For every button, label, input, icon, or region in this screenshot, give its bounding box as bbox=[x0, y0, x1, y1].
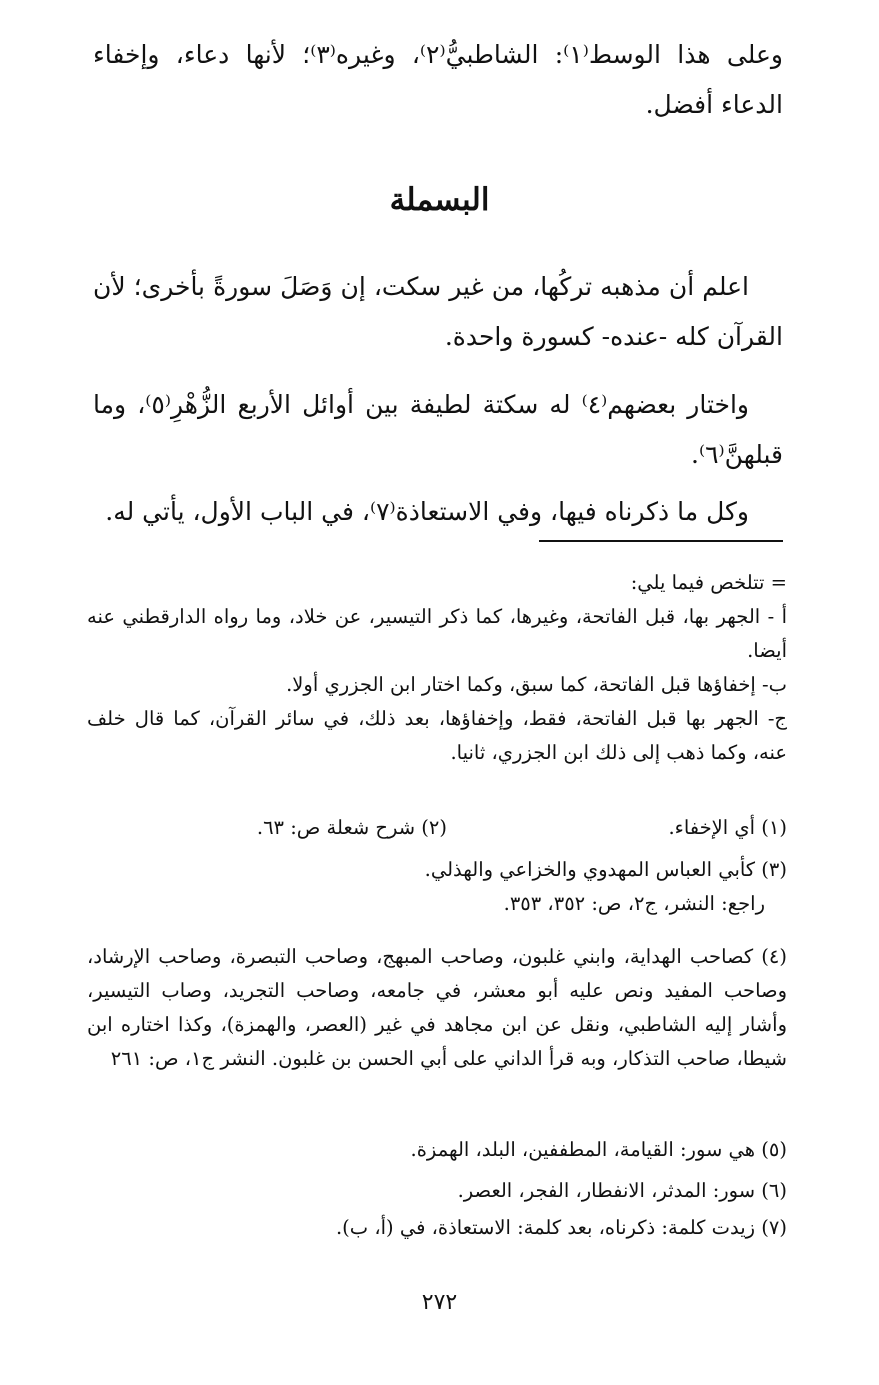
footnote-6 bbox=[87, 1174, 787, 1208]
paragraph-basmala-3-text: وكل ما ذكرناه فيها، وفي الاستعاذة⁽٧⁾، في الباب الأول، يأتي له. bbox=[105, 497, 749, 526]
paragraph-basmala-2 bbox=[93, 380, 783, 480]
footnote-item-a: أ - الجهر بها، قبل الفاتحة، وغيرها، كما ذكر التيسير، عن خلاد، وما رواه الدارقطني عنه أيضا. bbox=[87, 605, 787, 662]
footnote-3-ref: راجع: النشر، ج٢، ص: ٣٥٢، ٣٥٣. bbox=[503, 892, 765, 915]
footnote-5-text: (٥) هي سور: القيامة، المطففين، البلد، الهمزة. bbox=[410, 1138, 787, 1161]
footnote-7 bbox=[87, 1211, 787, 1245]
footnote-item-c: ج- الجهر بها قبل الفاتحة، فقط، وإخفاؤها، بعد ذلك، في سائر القرآن، كما قال خلف عنه، وكما ذهب إلى ذلك ابن الجزري، ثانيا. bbox=[87, 707, 787, 764]
footnote-5 bbox=[87, 1133, 787, 1167]
paragraph-waqf bbox=[93, 30, 783, 130]
footnote-continuation bbox=[87, 566, 787, 770]
section-heading: البسملة bbox=[389, 182, 490, 218]
footnote-4 bbox=[87, 940, 787, 1076]
footnote-6-text: (٦) سور: المدثر، الانفطار، الفجر، العصر. bbox=[457, 1179, 787, 1202]
footnote-2: (٢) شرح شعلة ص: ٦٣. bbox=[256, 816, 447, 839]
footnote-item-b: ب- إخفاؤها قبل الفاتحة، كما سبق، وكما اختار ابن الجزري أولا. bbox=[286, 673, 787, 696]
footnote-3-text: (٣) كأبي العباس المهدوي والخزاعي والهذلي. bbox=[424, 858, 787, 881]
paragraph-basmala-1-text: اعلم أن مذهبه تركُها، من غير سكت، إن وَصَلَ سورةً بأخرى؛ لأن القرآن كله -عنده- كسورة واحدة. bbox=[93, 272, 783, 351]
footnote-separator bbox=[539, 540, 783, 542]
paragraph-basmala-1 bbox=[93, 262, 783, 362]
footnote-1: (١) أي الإخفاء. bbox=[668, 816, 787, 839]
page-number: ٢٧٢ bbox=[421, 1290, 458, 1315]
paragraph-basmala-2-text: واختار بعضهم⁽٤⁾ له سكتة لطيفة بين أوائل الأربع الزُّهْرِ⁽٥⁾، وما قبلهنَّ⁽٦⁾. bbox=[93, 390, 783, 469]
footnote-3 bbox=[87, 853, 787, 921]
paragraph-waqf-text: وعلى هذا الوسط⁽١⁾: الشاطبيُّ⁽٢⁾، وغيره⁽٣⁾؛ لأنها دعاء، وإخفاء الدعاء أفضل. bbox=[93, 40, 783, 119]
footnote-intro: = تتلخص فيما يلي: bbox=[630, 571, 787, 594]
footnote-4-text: (٤) كصاحب الهداية، وابني غلبون، وصاحب المبهج، وصاحب التبصرة، وصاحب الإرشاد، وصاحب المفيد ونص عليه أبو معشر، في جامعه، وصاحب التجريد، وصاب التيسير، وأشار إليه الشاطبي، ونقل عن ابن مجاهد في غير (العصر، والهمزة)، وكذا اختاره ابن شيطا، صاحب التذكار، وبه قرأ الداني على أبي الحسن بن غلبون. النشر ج١، ص: ٢٦١ bbox=[87, 945, 787, 1070]
paragraph-basmala-3 bbox=[93, 487, 783, 537]
footnote-7-text: (٧) زيدت كلمة: ذكرناه، بعد كلمة: الاستعاذة، في (أ، ب). bbox=[335, 1216, 787, 1239]
